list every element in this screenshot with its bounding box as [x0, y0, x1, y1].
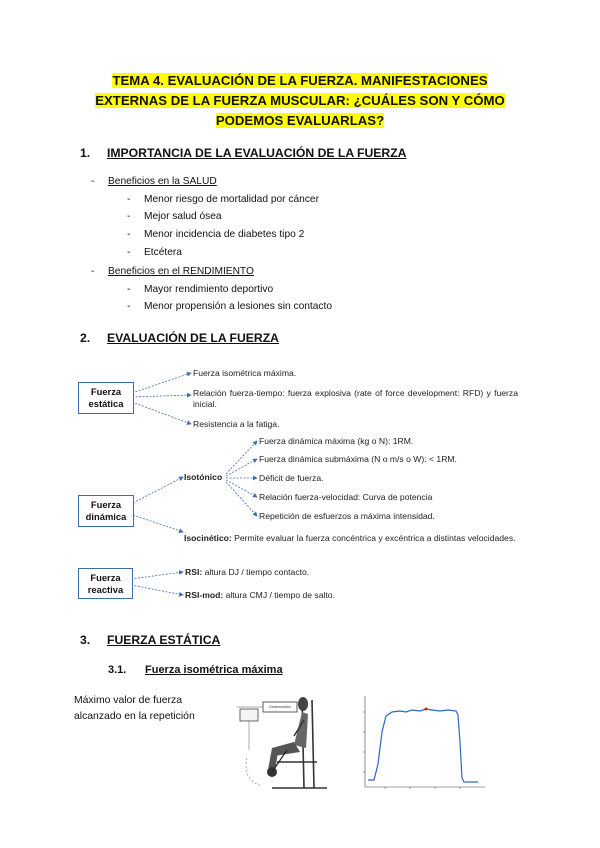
title-line-1: TEMA 4. EVALUACIÓN DE LA FUERZA. MANIFESTACIONES	[112, 73, 488, 88]
diagram-item: Relación fuerza-tiempo: fuerza explosiva (rate of force development: RFD) y fuerza inicial.	[193, 388, 518, 409]
force-time-curve	[360, 692, 490, 792]
subsection-title: Fuerza isométrica máxima	[145, 664, 283, 676]
subsection-3-1-heading	[108, 664, 283, 676]
box-label-line: reactiva	[87, 583, 124, 595]
isotonico-label-text: Isotónico	[184, 472, 223, 482]
list-item: Menor riesgo de mortalidad por cáncer	[144, 194, 319, 205]
list-item: Etcétera	[144, 247, 182, 258]
isocinetico-text	[184, 533, 519, 544]
bullet-dash: -	[127, 194, 131, 205]
rsi-label: RSI:	[185, 567, 203, 577]
box-fuerza-estatica	[78, 382, 134, 414]
paragraph: Máximo valor de fuerza alcanzado en la repetición	[74, 695, 195, 722]
bullet-dash: -	[127, 229, 131, 240]
box-label-line: Fuerza	[90, 386, 122, 397]
subsection-number: 3.1.	[108, 664, 127, 676]
bullet-dash: -	[127, 247, 131, 258]
section-2-title: EVALUACIÓN DE LA FUERZA	[107, 331, 279, 345]
rsi-text: altura DJ / tiempo contacto.	[204, 567, 310, 577]
diagram-item: Resistencia a la fatiga.	[193, 419, 280, 429]
rsimod-label: RSI-mod:	[185, 590, 224, 600]
diagram-item: Repetición de esfuerzos a máxima intensidad.	[259, 511, 435, 521]
bullet-dash: -	[91, 266, 95, 277]
list-item: Mayor rendimiento deportivo	[144, 284, 274, 295]
title-line-3: PODEMOS EVALUARLAS?	[215, 113, 385, 128]
bullet-dash: -	[91, 176, 95, 187]
isocinetico-label: Isocinético:	[184, 533, 232, 543]
group-label-salud: Beneficios en la SALUD	[108, 176, 217, 187]
section-3-number: 3.	[80, 633, 91, 647]
box-label-line: dinámica	[85, 511, 127, 522]
box-fuerza-dinamica	[78, 495, 134, 527]
dynamometer-label: Dinamómetro	[269, 705, 291, 709]
diagram-item: Relación fuerza-velocidad: Curva de potencia	[259, 492, 433, 502]
section-3-title: FUERZA ESTÁTICA	[107, 633, 221, 647]
isocinetico-description: Permite evaluar la fuerza concéntrica y excéntrica a distintas velocidades.	[234, 533, 516, 543]
list-item: Mejor salud ósea	[144, 211, 222, 222]
diagram-item: Déficit de fuerza.	[259, 473, 324, 483]
section-1-title: IMPORTANCIA DE LA EVALUACIÓN DE LA FUERZA	[107, 146, 407, 160]
list-item: Menor propensión a lesiones sin contacto	[144, 301, 333, 312]
dynamometer-figure	[232, 690, 344, 792]
section-2-number: 2.	[80, 331, 91, 345]
rsimod-item	[185, 590, 335, 601]
diagram-item: Fuerza dinámica submáxima (N o m/s o W): < 1RM.	[259, 454, 457, 464]
bullet-dash: -	[127, 301, 131, 312]
box-fuerza-reactiva	[78, 568, 133, 599]
bullet-dash: -	[127, 211, 131, 222]
diagram-item: Fuerza dinámica máxima (kg o N): 1RM.	[259, 436, 414, 446]
diagram-item: Fuerza isométrica máxima.	[193, 368, 297, 378]
box-label-line: Fuerza	[90, 499, 122, 510]
box-label-line: estática	[88, 398, 124, 409]
group-label-rendimiento: Beneficios en el RENDIMIENTO	[108, 266, 254, 277]
title-line-2: EXTERNAS DE LA FUERZA MUSCULAR: ¿CUÁLES SON Y CÓMO	[95, 93, 505, 108]
bullet-dash: -	[127, 284, 131, 295]
isotonico-label	[184, 472, 222, 483]
force-time-figure	[360, 692, 490, 792]
box-label-line: Fuerza	[90, 571, 121, 583]
rsi-item	[185, 567, 309, 578]
section-1-number: 1.	[80, 146, 91, 160]
list-item: Menor incidencia de diabetes tipo 2	[144, 229, 305, 240]
rsimod-text: altura CMJ / tiempo de salto.	[225, 590, 335, 600]
section-3-heading	[80, 633, 220, 647]
